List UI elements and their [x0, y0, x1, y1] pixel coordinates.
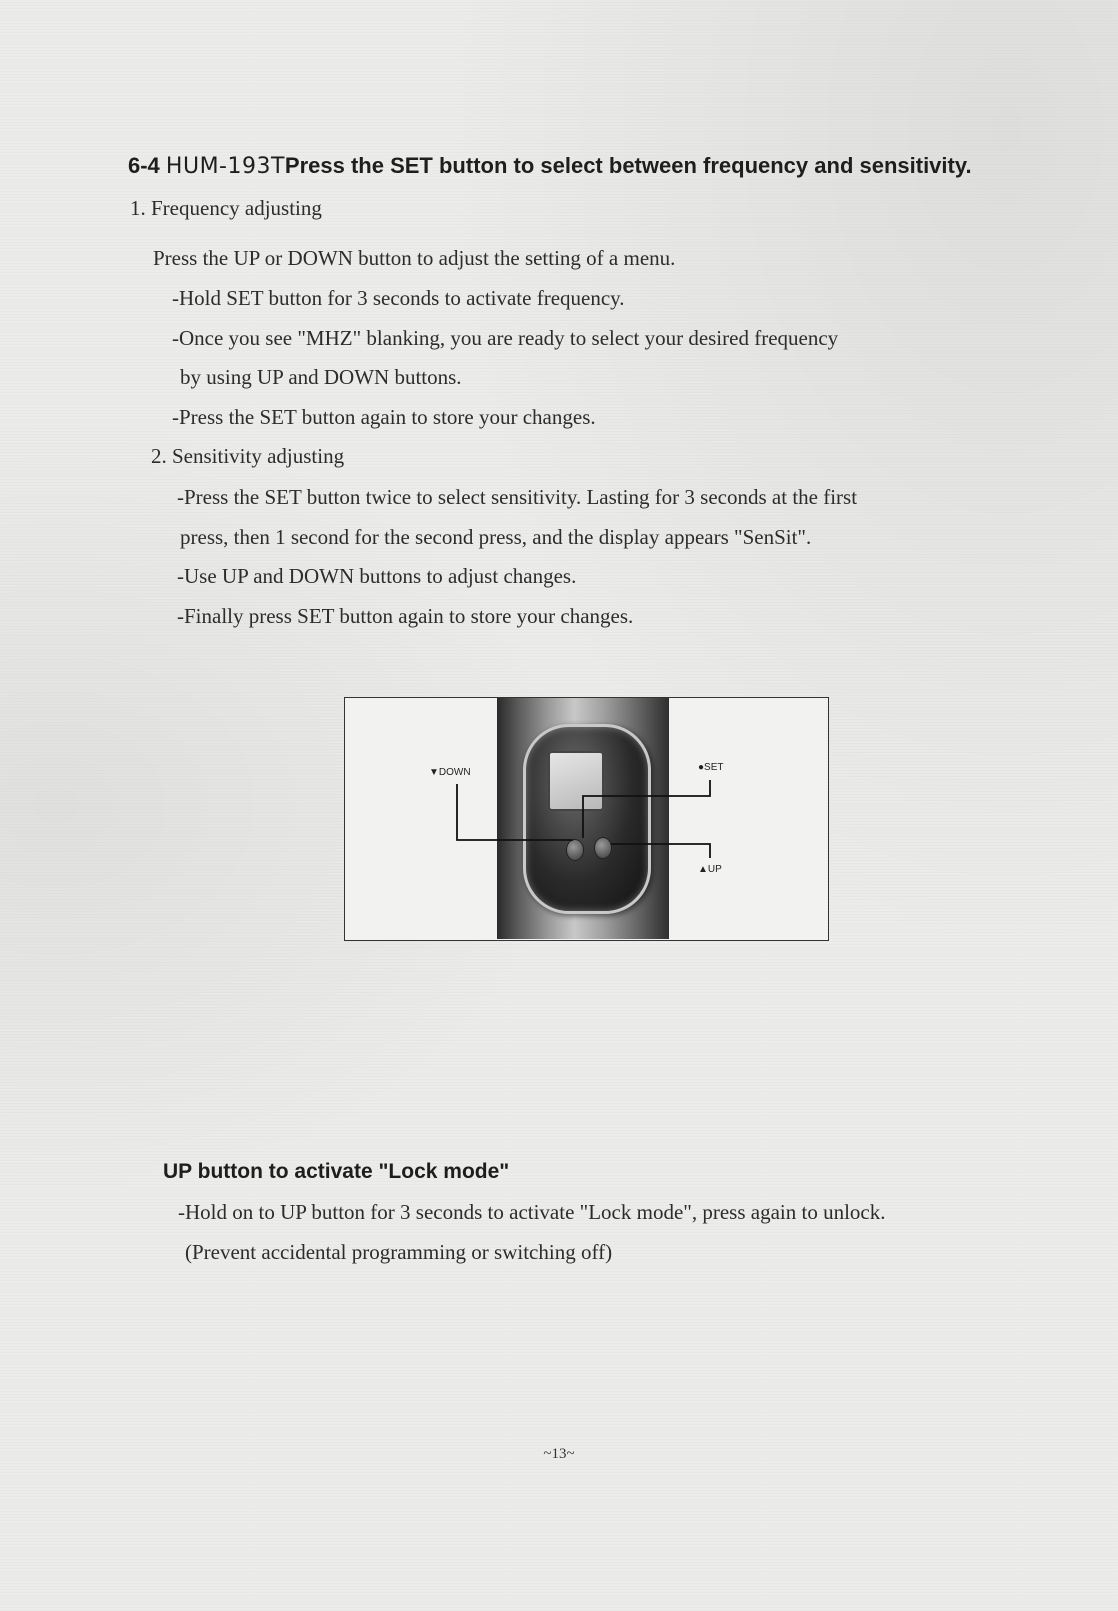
down-leader-line [457, 784, 573, 840]
page-number: ~13~ [543, 1446, 575, 1462]
up-label: ▲UP [698, 864, 722, 875]
model-code: HUM-193T [165, 154, 285, 179]
frequency-step: -Hold SET button for 3 seconds to activate frequency. [172, 286, 625, 310]
frequency-intro: Press the UP or DOWN button to adjust the setting of a menu. [153, 246, 676, 270]
leader-lines [345, 698, 830, 942]
section-heading [128, 153, 1068, 179]
lock-mode-line: -Hold on to UP button for 3 seconds to activate "Lock mode", press again to unlock. [178, 1200, 886, 1224]
sensitivity-step: -Finally press SET button again to store your changes. [177, 604, 634, 628]
sensitivity-step: -Press the SET button twice to select sensitivity. Lasting for 3 seconds at the first [177, 485, 858, 509]
frequency-step: -Press the SET button again to store your changes. [172, 405, 596, 429]
frequency-step: -Once you see "MHZ" blanking, you are ready to select your desired frequency [172, 326, 839, 350]
down-label: ▼DOWN [429, 767, 471, 778]
device-figure [344, 697, 829, 941]
section-number: 6-4 [128, 153, 160, 178]
lock-mode-heading: UP button to activate "Lock mode" [163, 1160, 510, 1183]
set-leader-line [583, 780, 710, 838]
set-label: ●SET [698, 762, 724, 773]
frequency-step: by using UP and DOWN buttons. [180, 365, 462, 389]
sensitivity-step: -Use UP and DOWN buttons to adjust changes. [177, 564, 577, 588]
sensitivity-title: 2. Sensitivity adjusting [151, 444, 345, 468]
lock-mode-line: (Prevent accidental programming or switching off) [185, 1240, 613, 1264]
up-leader-line [611, 844, 710, 858]
sensitivity-step: press, then 1 second for the second press, and the display appears "SenSit". [180, 525, 812, 549]
frequency-title: 1. Frequency adjusting [130, 196, 322, 220]
section-heading-text: Press the SET button to select between frequency and sensitivity. [284, 153, 972, 178]
